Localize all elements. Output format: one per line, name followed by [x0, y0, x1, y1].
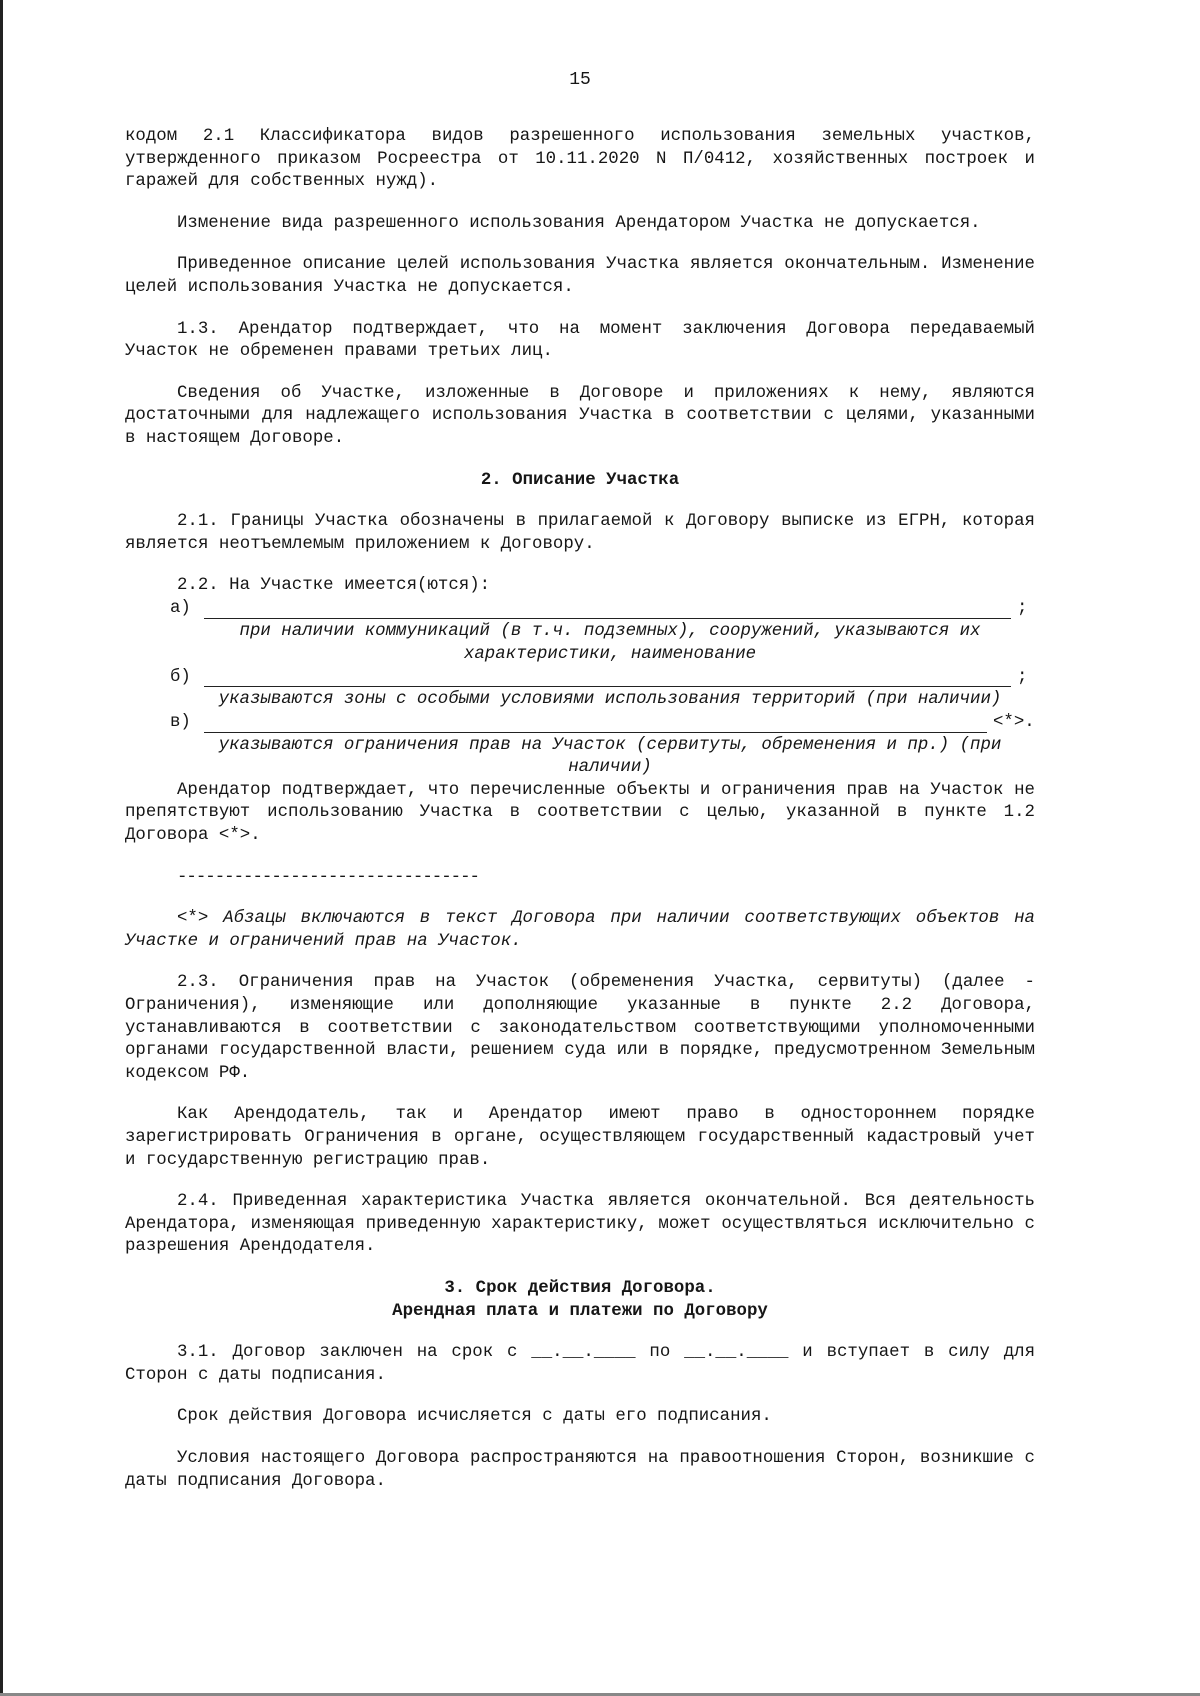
footnote-text: Абзацы включаются в текст Договора при наличии соответствующих объектов на Участке и ограничений прав на Участок. [125, 909, 1035, 951]
paragraph-2-1: 2.1. Границы Участка обозначены в прилагаемой к Договору выписке из ЕГРН, которая является неотъемлемым приложением к Договору. [125, 512, 1035, 554]
paragraph-purpose-final: Приведенное описание целей использования Участка является окончательным. Изменение целей использования Участка не допускается. [125, 255, 1035, 297]
paragraph-term-start: Срок действия Договора исчисляется с даты его подписания. [177, 1407, 772, 1427]
fill-line-c [170, 712, 1035, 735]
caption-b: указываются зоны с особыми условиями использования территорий (при наличии) [218, 690, 1002, 710]
paragraph-1-3: 1.3. Арендатор подтверждает, что на момент заключения Договора передаваемый Участок не обременен правами третьих лиц. [125, 319, 1035, 362]
section-3-heading-line2: Арендная плата и платежи по Договору [392, 1301, 768, 1321]
line-b-label: б) [170, 667, 191, 687]
paragraph-2-4: 2.4. Приведенная характеристика Участка является окончательной. Вся деятельность Арендатора, изменяющая приведенную характеристику, может осуществляться исключительно с разрешения Арендодателя. [125, 1192, 1035, 1257]
paragraph-objects-confirm: Арендатор подтверждает, что перечисленные объекты и ограничения прав на Участок не препятствуют использованию Участка в соответствии с целью, указанной в пункте 1.2 Договора <*>. [125, 780, 1035, 846]
line-a-label: а) [170, 599, 191, 619]
fill-line-b [170, 666, 1035, 689]
line-a-end: ; [1017, 599, 1028, 619]
paragraph-change-use: Изменение вида разрешенного использования Арендатором Участка не допускается. [177, 213, 981, 233]
paragraph-classifier: кодом 2.1 Классификатора видов разрешенного использования земельных участков, утвержденного приказом Росреестра от 10.11.2020 N П/0412, хозяйственных построек и гаражей для собственных нужд). [125, 127, 1035, 192]
footnote-separator: -------------------------------- [177, 867, 479, 887]
paragraph-2-3: 2.3. Ограничения прав на Участок (обременения Участка, сервитуты) (далее - Ограничения), изменяющие или дополняющие указанные в пункте 2.2 Договора, устанавливаются в соответствии с законодательством соответствующими уполномоченными органами государственной власти, решением суда или в порядке, предусмотренном Земельным кодексом РФ. [125, 973, 1035, 1083]
caption-c: указываются ограничения прав на Участок (сервитуты, обременения и пр.) (при наличии) [218, 735, 1002, 778]
caption-a: при наличии коммуникаций (в т.ч. подземных), сооружений, указываются их характеристики, наименование [239, 621, 981, 664]
line-c-label: в) [170, 713, 191, 733]
paragraph-terms-apply: Условия настоящего Договора распространяются на правоотношения Сторон, возникшие с даты подписания Договора. [125, 1448, 1035, 1491]
blank-line-b [204, 669, 1011, 687]
document-body [125, 126, 1035, 1493]
fill-line-a [170, 598, 1035, 621]
paragraph-3-1: 3.1. Договор заключен на срок с __.__.____ по __.__.____ и вступает в силу для Сторон с даты подписания. [125, 1343, 1035, 1385]
section-3-heading-line1: 3. Срок действия Договора. [444, 1278, 716, 1298]
scan-left-edge [0, 0, 3, 1696]
paragraph-2-2: 2.2. На Участке имеется(ются): [177, 576, 491, 596]
blank-line-c [204, 715, 987, 733]
blank-line-a [204, 601, 1011, 619]
footnote-mark: <*> [177, 909, 209, 929]
paragraph-sufficient-info: Сведения об Участке, изложенные в Договоре и приложениях к нему, являются достаточными для надлежащего использования Участка в соответствии с целями, указанными в настоящем Договоре. [125, 383, 1035, 448]
footnote [125, 908, 1035, 953]
page-number: 15 [569, 70, 591, 90]
paragraph-register-restrictions: Как Арендодатель, так и Арендатор имеют право в одностороннем порядке зарегистрировать Ограничения в органе, осуществляющем государственный кадастровый учет и государственную регистрацию прав. [125, 1105, 1035, 1170]
section-2-heading: 2. Описание Участка [480, 470, 680, 490]
line-b-end: ; [1017, 667, 1028, 687]
line-c-end: <*>. [993, 713, 1035, 733]
